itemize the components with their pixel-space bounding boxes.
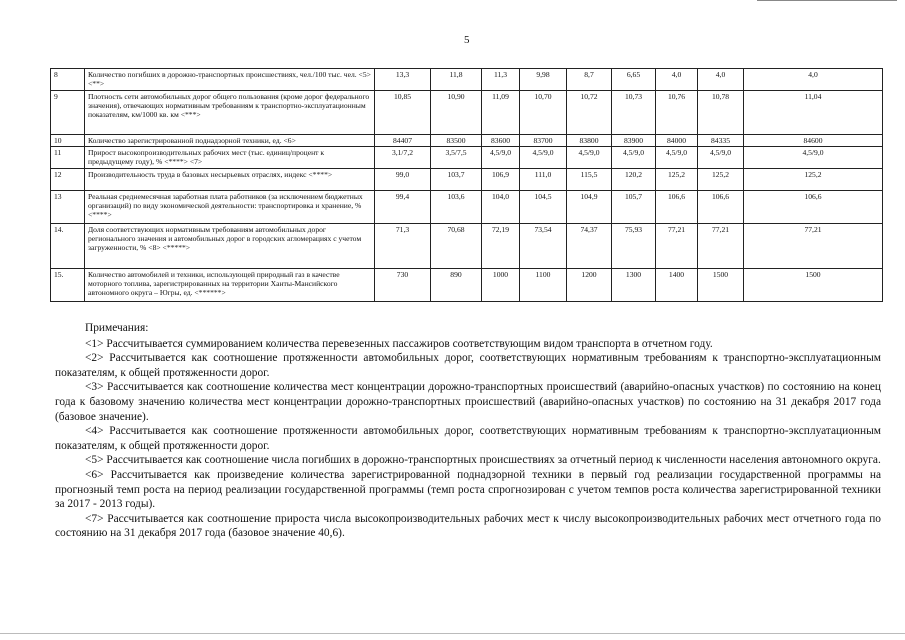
table-row [51,169,883,191]
note-item: <5> Рассчитывается как соотношение числа погибших в дорожно-транспортных происшествиях за отчетный период к численности населения автономного округа. [85,454,881,467]
table-row [51,69,883,91]
value-cell: 104,9 [567,191,612,224]
value-cell: 77,21 [656,224,698,269]
indicators-table [50,68,883,302]
value-cell: 99,4 [375,191,431,224]
value-cell: 1300 [612,269,656,302]
note-item: <4> Рассчитывается как соотношение протяженности автомобильных дорог, соответствующих нормативным требованиям к транспортно-эксплуатационным показателям, к общей протяженности дорог. [55,425,881,452]
value-cell: 6,65 [612,69,656,91]
value-cell: 11,04 [744,91,883,135]
value-cell: 1500 [698,269,744,302]
value-cell: 83500 [431,135,482,147]
note-item: <7> Рассчитывается как соотношение прироста числа высокопроизводительных рабочих мест к числу высокопроизводительных рабочих мест отчетного года по состоянию на 31 декабря 2017 года (базовое значение 40,6). [55,512,881,540]
value-cell: 73,54 [520,224,567,269]
value-cell: 10,70 [520,91,567,135]
indicator-description: Количество автомобилей и техники, использующей природный газ в качестве моторного топлива, зарегистрированных на территории Ханты-Мансийского автономного округа – Югры, ед. <******> [85,269,375,302]
value-cell: 84000 [656,135,698,147]
table-row [51,91,883,135]
value-cell: 72,19 [482,224,520,269]
value-cell: 3,5/7,5 [431,147,482,169]
value-cell: 10,90 [431,91,482,135]
value-cell: 1400 [656,269,698,302]
value-cell: 4,0 [656,69,698,91]
value-cell: 10,72 [567,91,612,135]
value-cell: 3,1/7,2 [375,147,431,169]
value-cell: 4,0 [744,69,883,91]
row-number: 15. [51,269,85,302]
value-cell: 1500 [744,269,883,302]
value-cell: 4,5/9,0 [482,147,520,169]
scan-edge-bottom [0,633,905,634]
value-cell: 1000 [482,269,520,302]
page-number: 5 [464,34,470,46]
table-row [51,269,883,302]
table-row [51,135,883,147]
value-cell: 1200 [567,269,612,302]
value-cell: 10,78 [698,91,744,135]
row-number: 10 [51,135,85,147]
value-cell: 106,9 [482,169,520,191]
value-cell: 115,5 [567,169,612,191]
note-item: <3> Рассчитывается как соотношение количества мест концентрации дорожно-транспортных происшествий (аварийно-опасных участков) по состоянию на конец года к базовому значению количества мест концентрации дорожно-транспортных происшествий (аварийно-опасных участков) по состоянию на 31 декабря 2017 года (базовое значение). [55,381,881,423]
indicator-description: Доля соответствующих нормативным требованиям автомобильных дорог регионального значения и автомобильных дорог в городских агломерациях с учетом загруженности, % <8> <*****> [85,224,375,269]
indicator-description: Плотность сети автомобильных дорог общего пользования (кроме дорог федерального значения), отвечающих нормативным требованиям к транспортно-эксплуатационным показателям, км/1000 кв. км <***> [85,91,375,135]
value-cell: 106,6 [698,191,744,224]
value-cell: 83700 [520,135,567,147]
notes-heading: Примечания: [85,322,149,334]
value-cell: 890 [431,269,482,302]
indicator-description: Количество погибших в дорожно-транспортных происшествиях, чел./100 тыс. чел. <5> <**> [85,69,375,91]
value-cell: 99,0 [375,169,431,191]
value-cell: 104,5 [520,191,567,224]
table-row [51,224,883,269]
row-number: 8 [51,69,85,91]
value-cell: 13,3 [375,69,431,91]
value-cell: 77,21 [698,224,744,269]
value-cell: 106,6 [744,191,883,224]
value-cell: 120,2 [612,169,656,191]
indicator-description: Прирост высокопроизводительных рабочих мест (тыс. единиц/процент к предыдущему году), % <****> <7> [85,147,375,169]
notes-section [55,321,881,541]
value-cell: 104,0 [482,191,520,224]
value-cell: 125,2 [698,169,744,191]
row-number: 9 [51,91,85,135]
value-cell: 105,7 [612,191,656,224]
value-cell: 1100 [520,269,567,302]
note-item: <1> Рассчитывается суммированием количества перевезенных пассажиров соответствующим видом транспорта в отчетном году. [85,337,713,350]
value-cell: 11,3 [482,69,520,91]
value-cell: 111,0 [520,169,567,191]
value-cell: 77,21 [744,224,883,269]
value-cell: 9,98 [520,69,567,91]
row-number: 11 [51,147,85,169]
indicator-description: Реальная среднемесячная заработная плата работников (за исключением бюджетных организаций) по виду экономической деятельности: транспортировка и хранение, % <****> [85,191,375,224]
value-cell: 11,09 [482,91,520,135]
value-cell: 84407 [375,135,431,147]
value-cell: 103,6 [431,191,482,224]
value-cell: 71,3 [375,224,431,269]
value-cell: 4,5/9,0 [612,147,656,169]
value-cell: 11,8 [431,69,482,91]
note-item: <2> Рассчитывается как соотношение протяженности автомобильных дорог, соответствующих нормативным требованиям к транспортно-эксплуатационным показателям, к общей протяженности дорог. [55,352,881,379]
value-cell: 4,5/9,0 [698,147,744,169]
value-cell: 10,85 [375,91,431,135]
value-cell: 4,5/9,0 [656,147,698,169]
value-cell: 83800 [567,135,612,147]
value-cell: 103,7 [431,169,482,191]
value-cell: 70,68 [431,224,482,269]
value-cell: 125,2 [656,169,698,191]
value-cell: 730 [375,269,431,302]
value-cell: 74,37 [567,224,612,269]
value-cell: 75,93 [612,224,656,269]
value-cell: 10,76 [656,91,698,135]
value-cell: 84600 [744,135,883,147]
table-row [51,191,883,224]
value-cell: 8,7 [567,69,612,91]
value-cell: 4,5/9,0 [520,147,567,169]
indicator-description: Количество зарегистрированной поднадзорной техники, ед. <6> [85,135,375,147]
note-item: <6> Рассчитывается как произведение количества зарегистрированной поднадзорной техники в первый год реализации государственной программы на прогнозный темп роста на период реализации государственной программы (темп роста спрогнозирован с учетом темпов роста количества зарегистрированной техники за 2017 - 2013 годы). [55,468,881,511]
table-row [51,147,883,169]
value-cell: 84335 [698,135,744,147]
row-number: 13 [51,191,85,224]
scan-edge-top [757,0,897,1]
value-cell: 125,2 [744,169,883,191]
value-cell: 83600 [482,135,520,147]
value-cell: 4,0 [698,69,744,91]
value-cell: 106,6 [656,191,698,224]
indicator-description: Производительность труда в базовых несырьевых отраслях, индекс <****> [85,169,375,191]
value-cell: 4,5/9,0 [744,147,883,169]
row-number: 12 [51,169,85,191]
value-cell: 83900 [612,135,656,147]
row-number: 14. [51,224,85,269]
value-cell: 10,73 [612,91,656,135]
value-cell: 4,5/9,0 [567,147,612,169]
